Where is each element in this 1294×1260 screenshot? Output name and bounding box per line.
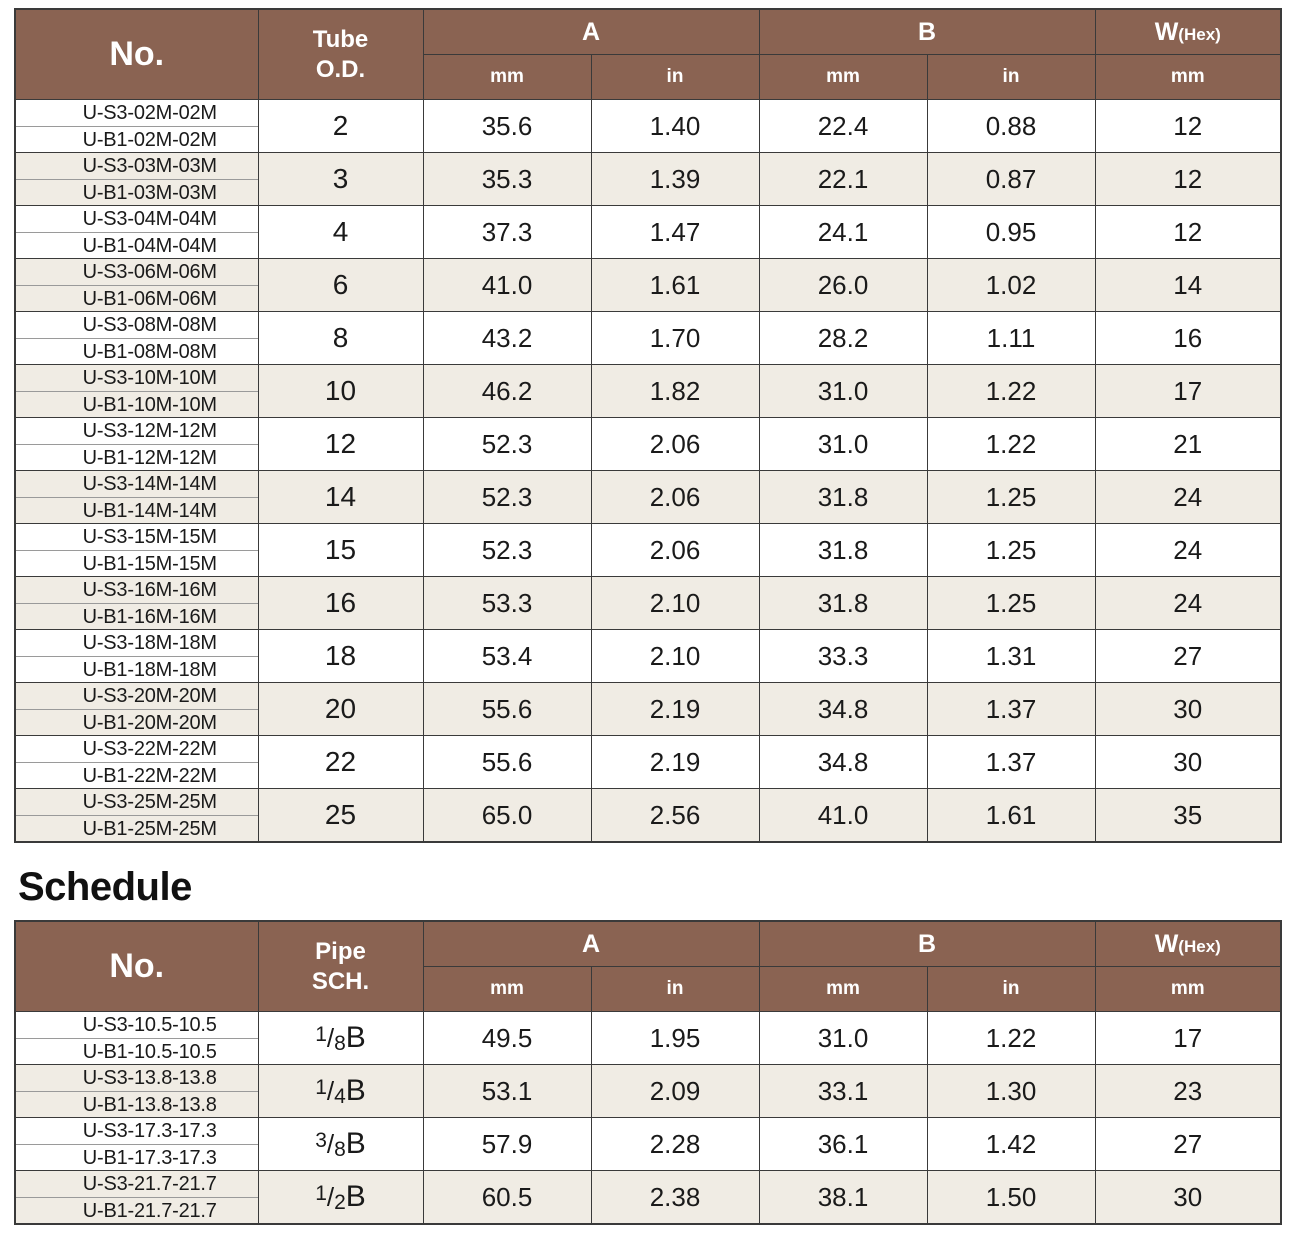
cell-w-mm: 24 bbox=[1095, 471, 1281, 524]
cell-part-numbers bbox=[15, 418, 258, 471]
unit-header-a-mm: mm bbox=[423, 967, 591, 1012]
part-number-s3: U-S3-10M-10M bbox=[16, 365, 258, 392]
cell-b-in: 1.37 bbox=[927, 683, 1095, 736]
cell-b-mm: 24.1 bbox=[759, 206, 927, 259]
part-number-s3: U-S3-06M-06M bbox=[16, 259, 258, 286]
part-number-b1: U-B1-08M-08M bbox=[82, 340, 217, 363]
part-number-s3: U-S3-02M-02M bbox=[16, 100, 258, 127]
unit-header-b-in: in bbox=[927, 967, 1095, 1012]
part-number-b1: U-B1-20M-20M bbox=[82, 711, 217, 734]
table-header bbox=[15, 9, 1281, 100]
cell-a-mm: 37.3 bbox=[423, 206, 591, 259]
column-header-pipe-sch bbox=[258, 921, 423, 1012]
cell-w-mm: 14 bbox=[1095, 259, 1281, 312]
cell-tube-od: 16 bbox=[258, 577, 423, 630]
cell-b-in: 1.25 bbox=[927, 471, 1095, 524]
cell-tube-od: 12 bbox=[258, 418, 423, 471]
cell-w-mm: 12 bbox=[1095, 153, 1281, 206]
part-number-b1: U-B1-12M-12M bbox=[82, 446, 217, 469]
part-number-b1: U-B1-04M-04M bbox=[82, 234, 217, 257]
cell-pipe-sch bbox=[258, 1118, 423, 1171]
cell-b-in: 1.22 bbox=[927, 418, 1095, 471]
cell-a-mm: 35.3 bbox=[423, 153, 591, 206]
cell-w-mm: 12 bbox=[1095, 206, 1281, 259]
fraction-denominator: 8 bbox=[334, 1137, 346, 1161]
cell-b-mm: 34.8 bbox=[759, 736, 927, 789]
table-row bbox=[15, 789, 1281, 843]
cell-a-in: 2.06 bbox=[591, 471, 759, 524]
table-row bbox=[15, 100, 1281, 153]
part-number-s3: U-S3-17.3-17.3 bbox=[16, 1118, 258, 1145]
part-number-s3: U-S3-12M-12M bbox=[16, 418, 258, 445]
unit-header-a-mm: mm bbox=[423, 55, 591, 100]
cell-b-mm: 31.0 bbox=[759, 418, 927, 471]
cell-tube-od: 2 bbox=[258, 100, 423, 153]
table-row bbox=[15, 1065, 1281, 1118]
cell-part-numbers bbox=[15, 683, 258, 736]
cell-pipe-sch bbox=[258, 1171, 423, 1225]
table-row bbox=[15, 524, 1281, 577]
cell-part-numbers bbox=[15, 736, 258, 789]
cell-b-mm: 33.1 bbox=[759, 1065, 927, 1118]
column-header-w-hex bbox=[1095, 921, 1281, 967]
cell-b-in: 1.22 bbox=[927, 365, 1095, 418]
fraction-denominator: 2 bbox=[334, 1190, 346, 1214]
cell-w-mm: 30 bbox=[1095, 736, 1281, 789]
cell-w-mm: 17 bbox=[1095, 1012, 1281, 1065]
part-number-b1: U-B1-17.3-17.3 bbox=[82, 1146, 217, 1169]
cell-a-mm: 49.5 bbox=[423, 1012, 591, 1065]
cell-part-numbers bbox=[15, 365, 258, 418]
cell-a-in: 2.56 bbox=[591, 789, 759, 843]
cell-tube-od: 25 bbox=[258, 789, 423, 843]
table-row bbox=[15, 418, 1281, 471]
cell-a-in: 1.95 bbox=[591, 1012, 759, 1065]
cell-b-mm: 26.0 bbox=[759, 259, 927, 312]
cell-a-in: 2.19 bbox=[591, 683, 759, 736]
cell-part-numbers bbox=[15, 1012, 258, 1065]
cell-a-mm: 52.3 bbox=[423, 418, 591, 471]
table-row bbox=[15, 577, 1281, 630]
table-row bbox=[15, 206, 1281, 259]
cell-w-mm: 27 bbox=[1095, 1118, 1281, 1171]
fraction-denominator: 4 bbox=[334, 1084, 346, 1108]
cell-part-numbers bbox=[15, 789, 258, 843]
tube-od-label-line1: Tube bbox=[312, 25, 369, 53]
cell-a-in: 2.10 bbox=[591, 577, 759, 630]
table-body bbox=[15, 1012, 1281, 1225]
cell-b-mm: 36.1 bbox=[759, 1118, 927, 1171]
cell-b-mm: 31.8 bbox=[759, 577, 927, 630]
tube-od-label-line2: O.D. bbox=[315, 55, 366, 83]
cell-a-in: 2.19 bbox=[591, 736, 759, 789]
cell-b-mm: 38.1 bbox=[759, 1171, 927, 1225]
part-number-b1: U-B1-06M-06M bbox=[82, 287, 217, 310]
part-number-b1: U-B1-16M-16M bbox=[82, 605, 217, 628]
cell-b-in: 0.87 bbox=[927, 153, 1095, 206]
cell-part-numbers bbox=[15, 100, 258, 153]
tube-od-table bbox=[14, 8, 1282, 843]
pipe-size-suffix: B bbox=[345, 1126, 366, 1160]
cell-tube-od: 4 bbox=[258, 206, 423, 259]
cell-a-mm: 52.3 bbox=[423, 471, 591, 524]
cell-part-numbers bbox=[15, 1118, 258, 1171]
cell-part-numbers bbox=[15, 1171, 258, 1225]
cell-b-mm: 31.8 bbox=[759, 471, 927, 524]
cell-tube-od: 15 bbox=[258, 524, 423, 577]
fraction-numerator: 3 bbox=[315, 1128, 327, 1152]
column-header-group-a: A bbox=[423, 9, 759, 55]
section-title-schedule: Schedule bbox=[18, 865, 192, 909]
part-number-s3: U-S3-13.8-13.8 bbox=[16, 1065, 258, 1092]
part-number-s3: U-S3-25M-25M bbox=[16, 789, 258, 816]
column-header-group-b: B bbox=[759, 921, 1095, 967]
cell-b-in: 1.11 bbox=[927, 312, 1095, 365]
cell-a-mm: 46.2 bbox=[423, 365, 591, 418]
cell-part-numbers bbox=[15, 259, 258, 312]
table-row bbox=[15, 1012, 1281, 1065]
cell-a-in: 2.09 bbox=[591, 1065, 759, 1118]
cell-tube-od: 14 bbox=[258, 471, 423, 524]
part-number-b1: U-B1-10.5-10.5 bbox=[82, 1040, 217, 1063]
part-number-b1: U-B1-10M-10M bbox=[82, 393, 217, 416]
part-number-s3: U-S3-10.5-10.5 bbox=[16, 1012, 258, 1039]
pipe-sch-label-line1: Pipe bbox=[315, 937, 366, 965]
unit-header-b-mm: mm bbox=[759, 967, 927, 1012]
unit-header-b-in: in bbox=[927, 55, 1095, 100]
fraction-numerator: 1 bbox=[315, 1181, 327, 1205]
cell-b-in: 1.31 bbox=[927, 630, 1095, 683]
part-number-s3: U-S3-20M-20M bbox=[16, 683, 258, 710]
cell-b-mm: 33.3 bbox=[759, 630, 927, 683]
part-number-b1: U-B1-21.7-21.7 bbox=[82, 1199, 217, 1222]
cell-tube-od: 8 bbox=[258, 312, 423, 365]
cell-b-in: 0.88 bbox=[927, 100, 1095, 153]
cell-part-numbers bbox=[15, 153, 258, 206]
part-number-b1: U-B1-13.8-13.8 bbox=[82, 1093, 217, 1116]
cell-w-mm: 35 bbox=[1095, 789, 1281, 843]
cell-a-in: 1.70 bbox=[591, 312, 759, 365]
cell-b-mm: 41.0 bbox=[759, 789, 927, 843]
cell-tube-od: 18 bbox=[258, 630, 423, 683]
pipe-size-suffix: B bbox=[345, 1073, 366, 1107]
cell-b-mm: 22.4 bbox=[759, 100, 927, 153]
cell-b-mm: 31.0 bbox=[759, 365, 927, 418]
cell-a-in: 2.10 bbox=[591, 630, 759, 683]
part-number-s3: U-S3-14M-14M bbox=[16, 471, 258, 498]
cell-b-mm: 34.8 bbox=[759, 683, 927, 736]
part-number-b1: U-B1-22M-22M bbox=[82, 764, 217, 787]
cell-a-mm: 55.6 bbox=[423, 683, 591, 736]
column-header-no: No. bbox=[15, 921, 258, 1012]
cell-b-mm: 31.0 bbox=[759, 1012, 927, 1065]
part-number-s3: U-S3-15M-15M bbox=[16, 524, 258, 551]
cell-part-numbers bbox=[15, 206, 258, 259]
w-hex-suffix: (Hex) bbox=[1178, 24, 1221, 44]
cell-b-in: 1.25 bbox=[927, 524, 1095, 577]
column-header-w-hex bbox=[1095, 9, 1281, 55]
fraction-slash: / bbox=[326, 1181, 335, 1212]
cell-a-in: 1.40 bbox=[591, 100, 759, 153]
cell-b-in: 1.42 bbox=[927, 1118, 1095, 1171]
cell-w-mm: 21 bbox=[1095, 418, 1281, 471]
table-row bbox=[15, 365, 1281, 418]
cell-a-in: 1.39 bbox=[591, 153, 759, 206]
part-number-b1: U-B1-25M-25M bbox=[82, 817, 217, 840]
cell-a-in: 2.38 bbox=[591, 1171, 759, 1225]
unit-header-a-in: in bbox=[591, 967, 759, 1012]
cell-b-mm: 22.1 bbox=[759, 153, 927, 206]
w-label: W bbox=[1154, 17, 1179, 46]
part-number-b1: U-B1-15M-15M bbox=[82, 552, 217, 575]
column-header-group-b: B bbox=[759, 9, 1095, 55]
part-number-b1: U-B1-02M-02M bbox=[82, 128, 217, 151]
cell-w-mm: 27 bbox=[1095, 630, 1281, 683]
cell-a-in: 2.06 bbox=[591, 524, 759, 577]
cell-pipe-sch bbox=[258, 1012, 423, 1065]
cell-b-in: 1.30 bbox=[927, 1065, 1095, 1118]
table-row bbox=[15, 153, 1281, 206]
cell-b-in: 1.22 bbox=[927, 1012, 1095, 1065]
part-number-s3: U-S3-16M-16M bbox=[16, 577, 258, 604]
cell-w-mm: 24 bbox=[1095, 577, 1281, 630]
cell-a-mm: 43.2 bbox=[423, 312, 591, 365]
cell-part-numbers bbox=[15, 577, 258, 630]
cell-part-numbers bbox=[15, 1065, 258, 1118]
table-row bbox=[15, 259, 1281, 312]
fraction-numerator: 1 bbox=[315, 1022, 327, 1046]
unit-header-b-mm: mm bbox=[759, 55, 927, 100]
cell-a-mm: 53.3 bbox=[423, 577, 591, 630]
unit-header-a-in: in bbox=[591, 55, 759, 100]
pipe-sch-label-line2: SCH. bbox=[311, 967, 370, 995]
cell-w-mm: 23 bbox=[1095, 1065, 1281, 1118]
part-number-s3: U-S3-21.7-21.7 bbox=[16, 1171, 258, 1198]
fraction-numerator: 1 bbox=[315, 1075, 327, 1099]
cell-b-in: 1.02 bbox=[927, 259, 1095, 312]
cell-part-numbers bbox=[15, 312, 258, 365]
cell-a-in: 2.06 bbox=[591, 418, 759, 471]
pipe-size-suffix: B bbox=[345, 1179, 366, 1213]
part-number-b1: U-B1-14M-14M bbox=[82, 499, 217, 522]
cell-b-in: 1.50 bbox=[927, 1171, 1095, 1225]
cell-a-mm: 41.0 bbox=[423, 259, 591, 312]
cell-w-mm: 16 bbox=[1095, 312, 1281, 365]
table-body bbox=[15, 100, 1281, 843]
table-row bbox=[15, 736, 1281, 789]
column-header-tube-od bbox=[258, 9, 423, 100]
cell-part-numbers bbox=[15, 471, 258, 524]
pipe-size-suffix: B bbox=[345, 1020, 366, 1054]
part-number-s3: U-S3-03M-03M bbox=[16, 153, 258, 180]
unit-header-w-mm: mm bbox=[1095, 967, 1281, 1012]
column-header-no: No. bbox=[15, 9, 258, 100]
cell-tube-od: 3 bbox=[258, 153, 423, 206]
table-row bbox=[15, 1171, 1281, 1225]
cell-b-in: 0.95 bbox=[927, 206, 1095, 259]
cell-a-mm: 60.5 bbox=[423, 1171, 591, 1225]
cell-a-mm: 35.6 bbox=[423, 100, 591, 153]
cell-b-mm: 31.8 bbox=[759, 524, 927, 577]
cell-part-numbers bbox=[15, 524, 258, 577]
cell-part-numbers bbox=[15, 630, 258, 683]
table-row bbox=[15, 471, 1281, 524]
schedule-table bbox=[14, 920, 1282, 1225]
cell-w-mm: 24 bbox=[1095, 524, 1281, 577]
cell-tube-od: 10 bbox=[258, 365, 423, 418]
w-label: W bbox=[1154, 929, 1179, 958]
cell-a-mm: 57.9 bbox=[423, 1118, 591, 1171]
fraction-denominator: 8 bbox=[334, 1031, 346, 1055]
part-number-b1: U-B1-03M-03M bbox=[82, 181, 217, 204]
w-hex-suffix: (Hex) bbox=[1178, 936, 1221, 956]
column-header-group-a: A bbox=[423, 921, 759, 967]
cell-b-in: 1.61 bbox=[927, 789, 1095, 843]
table-row bbox=[15, 630, 1281, 683]
cell-tube-od: 22 bbox=[258, 736, 423, 789]
table-row bbox=[15, 312, 1281, 365]
part-number-b1: U-B1-18M-18M bbox=[82, 658, 217, 681]
cell-tube-od: 6 bbox=[258, 259, 423, 312]
cell-a-mm: 53.4 bbox=[423, 630, 591, 683]
table-header bbox=[15, 921, 1281, 1012]
table-row bbox=[15, 1118, 1281, 1171]
fraction-slash: / bbox=[326, 1075, 335, 1106]
cell-tube-od: 20 bbox=[258, 683, 423, 736]
cell-b-in: 1.25 bbox=[927, 577, 1095, 630]
part-number-s3: U-S3-22M-22M bbox=[16, 736, 258, 763]
cell-w-mm: 17 bbox=[1095, 365, 1281, 418]
cell-a-in: 1.82 bbox=[591, 365, 759, 418]
cell-pipe-sch bbox=[258, 1065, 423, 1118]
cell-w-mm: 12 bbox=[1095, 100, 1281, 153]
table-row bbox=[15, 683, 1281, 736]
cell-w-mm: 30 bbox=[1095, 1171, 1281, 1225]
cell-a-in: 1.47 bbox=[591, 206, 759, 259]
cell-a-in: 1.61 bbox=[591, 259, 759, 312]
cell-a-mm: 65.0 bbox=[423, 789, 591, 843]
fraction-slash: / bbox=[326, 1128, 335, 1159]
cell-a-mm: 53.1 bbox=[423, 1065, 591, 1118]
cell-w-mm: 30 bbox=[1095, 683, 1281, 736]
fraction-slash: / bbox=[326, 1022, 335, 1053]
cell-a-mm: 55.6 bbox=[423, 736, 591, 789]
part-number-s3: U-S3-08M-08M bbox=[16, 312, 258, 339]
unit-header-w-mm: mm bbox=[1095, 55, 1281, 100]
cell-a-mm: 52.3 bbox=[423, 524, 591, 577]
part-number-s3: U-S3-18M-18M bbox=[16, 630, 258, 657]
cell-a-in: 2.28 bbox=[591, 1118, 759, 1171]
cell-b-in: 1.37 bbox=[927, 736, 1095, 789]
part-number-s3: U-S3-04M-04M bbox=[16, 206, 258, 233]
cell-b-mm: 28.2 bbox=[759, 312, 927, 365]
